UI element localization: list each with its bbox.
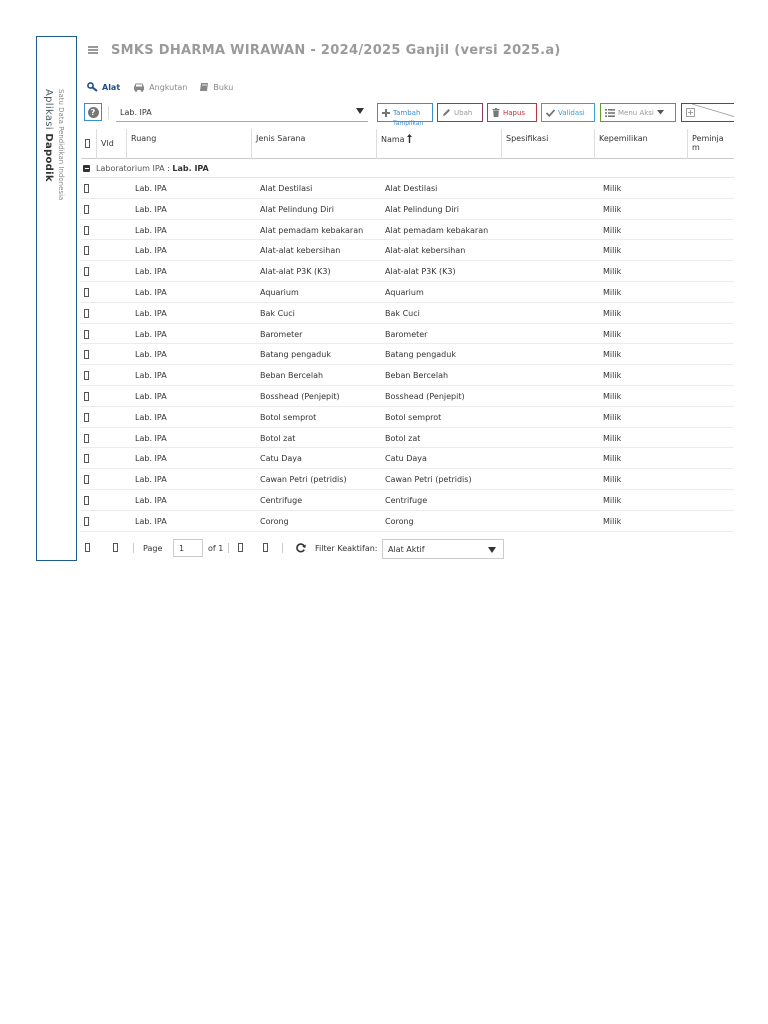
action-menu-label: Menu Aksi <box>618 108 654 117</box>
cell-jenis-sarana: Barometer <box>260 329 303 339</box>
row-checkbox[interactable] <box>84 288 89 297</box>
plus-icon <box>382 109 390 117</box>
wrench-icon <box>87 82 99 92</box>
pager-divider <box>282 543 283 553</box>
cell-kepemilikan: Milik <box>603 412 622 422</box>
row-checkbox[interactable] <box>84 496 89 505</box>
cell-nama: Bosshead (Penjepit) <box>385 391 465 401</box>
cell-ruang: Lab. IPA <box>135 412 167 422</box>
page-input[interactable]: 1 <box>173 539 203 557</box>
cell-nama: Botol semprot <box>385 412 442 422</box>
table-row[interactable] <box>81 428 734 449</box>
more-button[interactable] <box>681 103 734 122</box>
cell-kepemilikan: Milik <box>603 329 622 339</box>
overflow-line <box>692 104 734 122</box>
cell-ruang: Lab. IPA <box>135 225 167 235</box>
app-name: Dapodik <box>43 133 54 182</box>
app-prefix: Aplikasi <box>43 89 54 130</box>
cell-kepemilikan: Milik <box>603 495 622 505</box>
table-row[interactable] <box>81 220 734 241</box>
row-checkbox[interactable] <box>84 392 89 401</box>
cell-kepemilikan: Milik <box>603 225 622 235</box>
cell-kepemilikan: Milik <box>603 391 622 401</box>
table-row[interactable] <box>81 490 734 511</box>
table-row[interactable] <box>81 199 734 220</box>
row-checkbox[interactable] <box>84 330 89 339</box>
question-icon: ? <box>88 107 99 118</box>
cell-jenis-sarana: Bosshead (Penjepit) <box>260 391 340 401</box>
cell-nama: Botol zat <box>385 433 421 443</box>
col-spesifikasi[interactable]: Spesifikasi <box>502 129 595 159</box>
cell-kepemilikan: Milik <box>603 267 622 277</box>
cell-jenis-sarana: Catu Daya <box>260 454 302 464</box>
cell-nama: Beban Bercelah <box>385 371 449 381</box>
room-select[interactable] <box>116 103 368 122</box>
row-checkbox[interactable] <box>84 454 89 463</box>
check-icon <box>546 109 555 117</box>
cell-jenis-sarana: Botol zat <box>260 433 296 443</box>
cell-ruang: Lab. IPA <box>135 246 167 256</box>
table-row[interactable] <box>81 303 734 324</box>
tab-buku[interactable] <box>199 82 233 92</box>
collapse-icon[interactable] <box>83 165 90 172</box>
tab-buku-label: Buku <box>213 82 234 92</box>
tab-alat[interactable] <box>87 82 120 92</box>
cell-ruang: Lab. IPA <box>135 495 167 505</box>
cell-kepemilikan: Milik <box>603 287 622 297</box>
cell-ruang: Lab. IPA <box>135 267 167 277</box>
cell-jenis-sarana: Alat Pelindung Diri <box>260 204 334 214</box>
cell-jenis-sarana: Aquarium <box>260 287 299 297</box>
next-page-button[interactable] <box>238 543 243 552</box>
col-jenis-sarana[interactable]: Jenis Sarana <box>252 129 377 159</box>
main-panel <box>77 36 734 561</box>
cell-nama: Alat-alat kebersihan <box>385 246 466 256</box>
cell-jenis-sarana: Centrifuge <box>260 495 303 505</box>
row-checkbox[interactable] <box>84 267 89 276</box>
cell-jenis-sarana: Corong <box>260 516 289 526</box>
table-row[interactable] <box>81 407 734 428</box>
cell-nama: Barometer <box>385 329 428 339</box>
cell-kepemilikan: Milik <box>603 433 622 443</box>
validate-button-label: Validasi <box>558 108 585 117</box>
group-label <box>96 164 209 173</box>
help-button[interactable] <box>84 103 102 121</box>
prev-page-button[interactable] <box>113 543 118 552</box>
table-row[interactable] <box>81 511 734 532</box>
cell-ruang: Lab. IPA <box>135 329 167 339</box>
last-page-button[interactable] <box>263 543 268 552</box>
select-all-checkbox[interactable] <box>85 139 90 148</box>
cell-ruang: Lab. IPA <box>135 516 167 526</box>
edit-button[interactable] <box>437 103 483 122</box>
col-peminjam-line2: m <box>692 143 700 152</box>
cell-nama: Corong <box>385 516 414 526</box>
row-checkbox[interactable] <box>84 517 89 526</box>
cell-nama: Bak Cuci <box>385 308 420 318</box>
cell-ruang: Lab. IPA <box>135 204 167 214</box>
table-row[interactable] <box>81 261 734 282</box>
cell-ruang: Lab. IPA <box>135 371 167 381</box>
add-button-label: Tambah <box>393 108 421 117</box>
cell-nama: Alat-alat P3K (K3) <box>385 267 456 277</box>
table-row[interactable] <box>81 386 734 407</box>
cell-nama: Alat Pelindung Diri <box>385 204 459 214</box>
table-row[interactable] <box>81 282 734 303</box>
action-menu-button[interactable] <box>600 103 676 122</box>
book-icon <box>199 82 210 92</box>
title-bar <box>77 36 734 66</box>
cell-ruang: Lab. IPA <box>135 184 167 193</box>
cell-nama: Aquarium <box>385 287 424 297</box>
cell-nama: Cawan Petri (petridis) <box>385 475 472 485</box>
trash-icon <box>492 108 500 117</box>
cell-kepemilikan: Milik <box>603 184 622 193</box>
row-checkbox[interactable] <box>84 413 89 422</box>
table-row[interactable] <box>81 469 734 490</box>
group-name: Lab. IPA <box>172 164 209 173</box>
row-checkbox[interactable] <box>84 309 89 318</box>
cell-kepemilikan: Milik <box>603 371 622 381</box>
tab-bar <box>87 78 233 96</box>
app-sidebar <box>36 36 77 561</box>
cell-jenis-sarana: Botol semprot <box>260 412 317 422</box>
edit-button-label: Ubah <box>454 108 473 117</box>
cell-kepemilikan: Milik <box>603 516 622 526</box>
table-row[interactable] <box>81 344 734 365</box>
filter-select-value: Alat Aktif <box>388 545 425 554</box>
tab-angkutan[interactable] <box>132 82 187 92</box>
toolbar-divider <box>108 106 109 119</box>
col-vld[interactable]: Vld <box>97 129 127 159</box>
cell-jenis-sarana: Batang pengaduk <box>260 350 331 360</box>
pager-divider <box>228 543 229 553</box>
first-page-button[interactable] <box>85 543 90 552</box>
col-peminjam[interactable] <box>688 129 734 159</box>
filter-select[interactable] <box>382 539 504 559</box>
cell-kepemilikan: Milik <box>603 475 622 485</box>
table-row[interactable] <box>81 365 734 386</box>
row-checkbox[interactable] <box>84 475 89 484</box>
grid-body <box>81 178 734 532</box>
grid-header <box>81 129 734 159</box>
table-row[interactable] <box>81 240 734 261</box>
cell-jenis-sarana: Alat pemadam kebakaran <box>260 225 364 235</box>
col-kepemilikan[interactable]: Kepemilikan <box>595 129 688 159</box>
hamburger-menu-icon[interactable] <box>88 46 98 54</box>
cell-nama: Catu Daya <box>385 454 427 464</box>
table-row[interactable] <box>81 448 734 469</box>
cell-nama: Alat pemadam kebakaran <box>385 225 489 235</box>
caret-down-icon <box>657 110 664 115</box>
row-checkbox[interactable] <box>84 350 89 359</box>
tab-alat-label: Alat <box>102 82 121 92</box>
cell-jenis-sarana: Alat Destilasi <box>260 184 313 193</box>
cell-kepemilikan: Milik <box>603 204 622 214</box>
col-peminjam-line1: Peminja <box>692 134 724 143</box>
data-grid <box>81 129 734 532</box>
page-title: SMKS DHARMA WIRAWAN - 2024/2025 Ganjil (versi 2025.a) <box>111 43 561 58</box>
page-label: Page <box>143 544 163 553</box>
cell-jenis-sarana: Bak Cuci <box>260 308 295 318</box>
list-icon <box>605 109 615 117</box>
group-prefix: Laboratorium IPA : <box>96 164 170 173</box>
col-ruang[interactable]: Ruang <box>127 129 252 159</box>
table-row[interactable] <box>81 178 734 199</box>
cell-ruang: Lab. IPA <box>135 391 167 401</box>
row-checkbox[interactable] <box>84 246 89 255</box>
cell-jenis-sarana: Alat-alat P3K (K3) <box>260 267 331 277</box>
delete-button[interactable] <box>487 103 537 122</box>
col-nama[interactable] <box>377 129 502 159</box>
delete-button-label: Hapus <box>503 108 526 117</box>
cell-ruang: Lab. IPA <box>135 350 167 360</box>
car-icon <box>132 82 146 92</box>
cell-ruang: Lab. IPA <box>135 287 167 297</box>
cell-ruang: Lab. IPA <box>135 454 167 464</box>
row-checkbox[interactable] <box>84 226 89 235</box>
app-subtitle: Satu Data Pendidikan Indonesia <box>57 89 65 201</box>
cell-kepemilikan: Milik <box>603 454 622 464</box>
tampilkan-label: Tampilkan <box>393 120 424 127</box>
row-checkbox[interactable] <box>84 371 89 380</box>
group-header[interactable] <box>81 159 734 178</box>
cell-kepemilikan: Milik <box>603 308 622 318</box>
sort-asc-icon <box>407 134 412 143</box>
cell-ruang: Lab. IPA <box>135 433 167 443</box>
cell-jenis-sarana: Cawan Petri (petridis) <box>260 475 347 485</box>
pencil-icon <box>442 108 451 117</box>
dropdown-arrow-icon <box>356 108 364 114</box>
app-brand <box>43 89 54 182</box>
col-nama-label: Nama <box>381 135 405 144</box>
tab-angkutan-label: Angkutan <box>149 82 188 92</box>
dropdown-arrow-icon <box>488 547 496 553</box>
refresh-icon[interactable] <box>296 543 306 553</box>
cell-ruang: Lab. IPA <box>135 308 167 318</box>
row-checkbox[interactable] <box>84 205 89 214</box>
cell-ruang: Lab. IPA <box>135 475 167 485</box>
page-count: of 1 <box>208 544 224 553</box>
pager-divider <box>133 543 134 553</box>
cell-kepemilikan: Milik <box>603 246 622 256</box>
validate-button[interactable] <box>541 103 595 122</box>
row-checkbox[interactable] <box>84 184 89 193</box>
table-row[interactable] <box>81 324 734 345</box>
cell-jenis-sarana: Alat-alat kebersihan <box>260 246 341 256</box>
row-checkbox[interactable] <box>84 434 89 443</box>
header-select-all[interactable] <box>81 129 97 159</box>
room-select-value: Lab. IPA <box>120 108 152 117</box>
cell-nama: Alat Destilasi <box>385 184 438 193</box>
cell-kepemilikan: Milik <box>603 350 622 360</box>
filter-label: Filter Keaktifan: <box>315 544 378 553</box>
cell-nama: Batang pengaduk <box>385 350 456 360</box>
pagination-bar <box>81 538 734 558</box>
cell-jenis-sarana: Beban Bercelah <box>260 371 324 381</box>
cell-nama: Centrifuge <box>385 495 428 505</box>
